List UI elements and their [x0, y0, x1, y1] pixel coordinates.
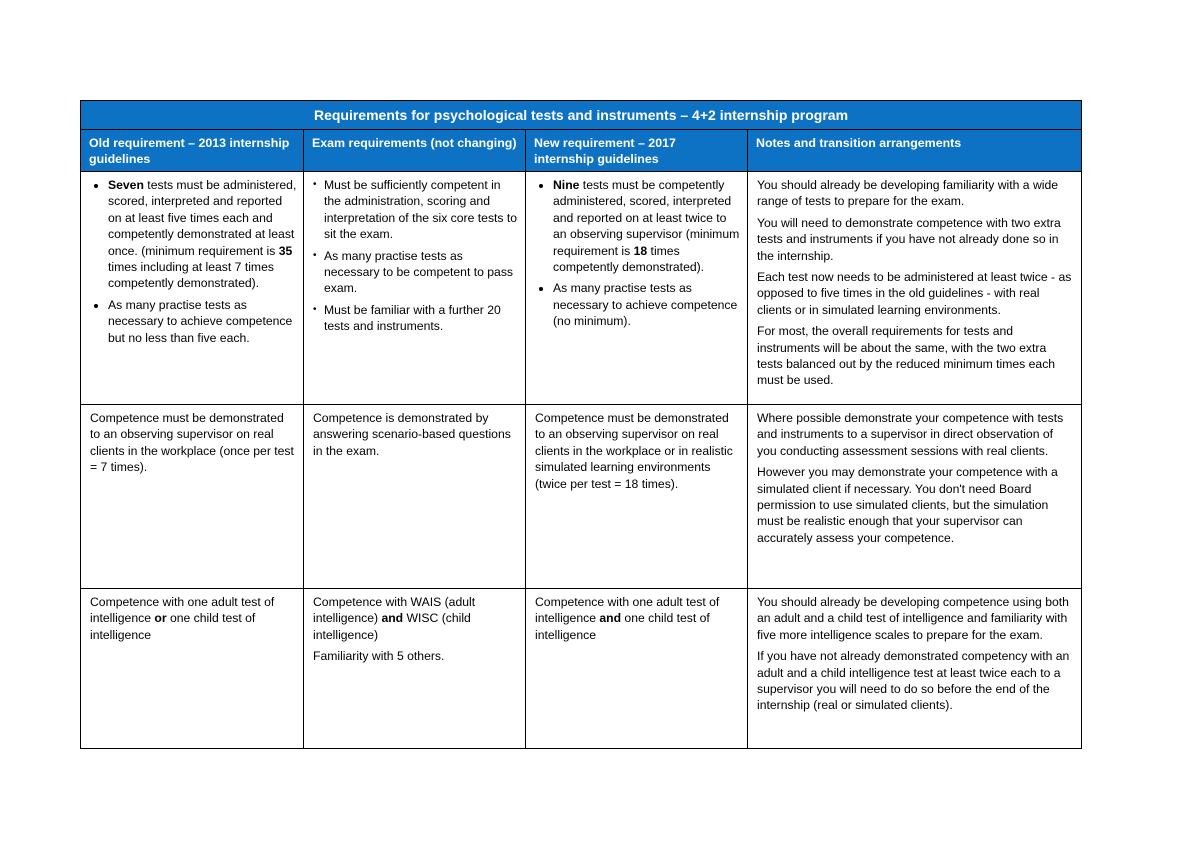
list-item [553, 177, 741, 275]
row2-new-cell: Competence must be demonstrated to an observing supervisor on real clients in the workplace or in realistic simulated learning environments (twice per test = 18 times). [526, 405, 748, 589]
text: one child test of intelligence [90, 611, 256, 642]
row3-exam-cell [304, 589, 526, 749]
paragraph: You should already be developing familiarity with a wide range of tests to prepare for the exam. [757, 178, 1059, 209]
bullet-list [535, 177, 741, 330]
row2-notes-cell [748, 405, 1082, 589]
table-title-row [81, 101, 1082, 130]
row2-old-cell: Competence must be demonstrated to an observing supervisor on real clients in the workplace (once per test = 7 times). [81, 405, 304, 589]
row1-notes-cell [748, 172, 1082, 405]
requirements-document [80, 100, 1081, 749]
paragraph: Where possible demonstrate your competence with tests and instruments to a supervisor in direct observation of you conducting assessment sessions with real clients. [757, 411, 1064, 458]
bold-text: 35 [278, 243, 293, 258]
requirements-table [80, 100, 1082, 749]
bold-text: or [154, 611, 167, 626]
row3-old-cell [81, 589, 304, 749]
text: times competently demonstrated). [553, 243, 705, 275]
text: tests must be competently administered, scored, interpreted and reported on at least twice to an observing supervisor (minimum requirement is [553, 178, 740, 258]
text: one child test of intelligence [535, 611, 710, 642]
list-item: • As many practise tests as necessary to achieve competence but no less than five each. [108, 297, 297, 346]
row1-old-cell [81, 172, 304, 405]
list-item: • As many practise tests as necessary to be competent to pass exam. [324, 248, 519, 297]
list-item: • Must be familiar with a further 20 tests and instruments. [324, 302, 519, 335]
text: times including at least 7 times competently demonstrated). [108, 260, 274, 291]
paragraph: Each test now needs to be administered at least twice - as opposed to five times in the old guidelines - with real clients or in simulated learning environments. [757, 270, 1072, 317]
paragraph: You will need to demonstrate competence with two extra tests and instruments if you have not already done so in the internship. [757, 215, 1061, 263]
bullet-list [90, 177, 297, 346]
paragraph: If you have not already demonstrated competency with an adult and a child intelligence test at least twice each to a supervisor you will need to do so before the end of the internship (real or simulated clients). [757, 649, 1070, 713]
table-title: Requirements for psychological tests and instruments – 4+2 internship program [81, 101, 1082, 130]
paragraph: Familiarity with 5 others. [313, 649, 445, 664]
table-row [81, 172, 1082, 405]
row1-new-cell [526, 172, 748, 405]
header-old-requirement: Old requirement – 2013 internship guidelines [81, 130, 304, 172]
list-item: • As many practise tests as necessary to achieve competence (no minimum). [553, 280, 741, 329]
list-item: • Must be sufficiently competent in the administration, scoring and interpretation of the six core tests to sit the exam. [324, 177, 519, 243]
text: Competence with one adult test of intelligence [90, 595, 275, 626]
text: tests must be administered, scored, interpreted and reported on at least five times each and competently demonstrated at least once. (minimum requirement is [108, 178, 297, 258]
header-notes: Notes and transition arrangements [748, 130, 1082, 172]
header-new-requirement: New requirement – 2017 internship guidelines [526, 130, 748, 172]
row3-notes-cell [748, 589, 1082, 749]
text: Competence with one adult test of intelligence [535, 595, 720, 626]
table-header-row [81, 130, 1082, 172]
bullet-list [313, 177, 519, 335]
paragraph [313, 594, 519, 643]
header-exam-requirements: Exam requirements (not changing) [304, 130, 526, 172]
paragraph: You should already be developing competence using both an adult and a child test of intelligence and familiarity with five more intelligence scales to prepare for the exam. [757, 595, 1069, 642]
bold-text: Seven [108, 178, 144, 192]
row3-new-cell [526, 589, 748, 749]
row1-exam-cell [304, 172, 526, 405]
bold-text: and [381, 611, 404, 626]
text: WISC (child intelligence) [313, 611, 471, 642]
paragraph: For most, the overall requirements for tests and instruments will be about the same, with the two extra tests balanced out by the reduced minimum times each must be used. [757, 324, 1056, 388]
text: Competence with WAIS (adult intelligence) [313, 595, 476, 626]
table-row [81, 589, 1082, 749]
list-item [108, 177, 297, 292]
row2-exam-cell: Competence is demonstrated by answering scenario-based questions in the exam. [304, 405, 526, 589]
bold-text: Nine [553, 178, 580, 192]
paragraph: However you may demonstrate your competence with a simulated client if necessary. You don't need Board permission to use simulated clients, but the simulation must be realistic enough that your supervisor can accurately assess your competence. [757, 465, 1058, 545]
bold-text: and [599, 611, 622, 626]
table-row [81, 405, 1082, 589]
bold-text: 18 [633, 243, 648, 258]
